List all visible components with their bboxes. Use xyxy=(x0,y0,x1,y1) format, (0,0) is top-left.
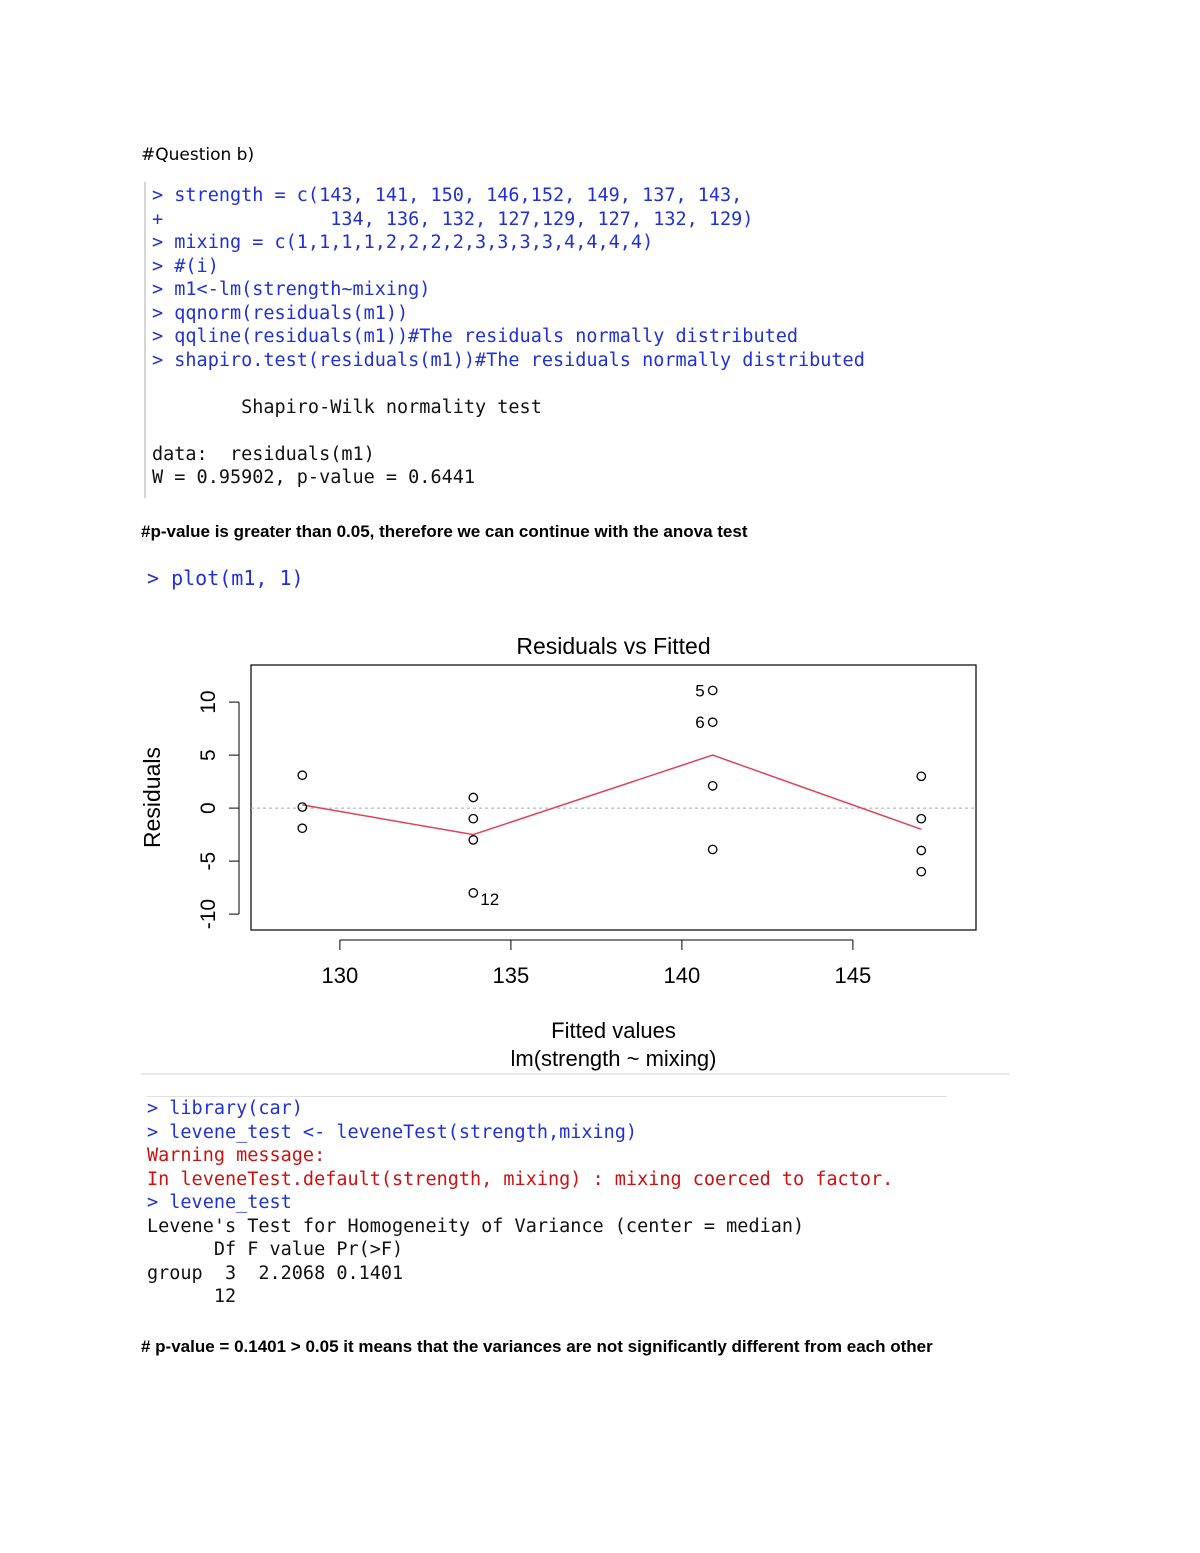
console-line: Df F value Pr(>F) xyxy=(147,1239,404,1260)
console-line: Warning message: xyxy=(147,1145,326,1166)
console-line: + 134, 136, 132, 127,129, 127, 132, 129) xyxy=(152,208,754,230)
console-line: 12 xyxy=(147,1286,237,1307)
console-line: In leveneTest.default(strength, mixing) : mixing coerced to factor. xyxy=(147,1168,894,1190)
console-line xyxy=(152,419,865,443)
point-label: 12 xyxy=(480,889,500,909)
y-tick-label: 0 xyxy=(197,802,220,814)
console-line: > qqnorm(residuals(m1)) xyxy=(152,302,409,324)
point-label: 6 xyxy=(695,713,705,733)
console-line: Levene's Test for Homogeneity of Variance (center = median) xyxy=(147,1215,805,1237)
console-line: group 3 2.2068 0.1401 xyxy=(147,1262,404,1284)
console-line: > #(i) xyxy=(152,255,219,277)
x-tick-label: 140 xyxy=(663,963,701,988)
data-point xyxy=(298,803,306,811)
note-p-value-anova: #p-value is greater than 0.05, therefore we can continue with the anova test xyxy=(141,522,748,541)
divider xyxy=(141,1073,1009,1075)
data-point xyxy=(469,793,477,801)
console-left-border xyxy=(144,182,146,498)
console-output-shapiro xyxy=(152,184,865,490)
chart-subtitle: lm(strength ~ mixing) xyxy=(510,1046,717,1071)
console-output-levene xyxy=(147,1097,893,1309)
console-line: data: residuals(m1) xyxy=(152,443,375,465)
console-line xyxy=(152,372,865,396)
data-point xyxy=(708,686,716,694)
data-point xyxy=(469,836,477,844)
data-point xyxy=(469,815,477,823)
y-tick-label: 5 xyxy=(197,749,220,761)
y-tick-label: -10 xyxy=(197,898,220,930)
data-point xyxy=(298,824,306,832)
data-point xyxy=(469,889,477,897)
data-point xyxy=(917,868,925,876)
console-line: Shapiro-Wilk normality test xyxy=(152,396,542,418)
console-line: W = 0.95902, p-value = 0.6441 xyxy=(152,467,476,488)
console-line: > m1<-lm(strength~mixing) xyxy=(152,279,431,300)
y-tick-label: -5 xyxy=(197,851,220,871)
data-point xyxy=(917,815,925,823)
plot-frame xyxy=(251,665,976,930)
x-tick-label: 145 xyxy=(834,963,872,988)
smoother-line xyxy=(302,755,921,835)
console-line: > strength = c(143, 141, 150, 146,152, 149, 137, 143, xyxy=(152,185,743,206)
question-heading: #Question b) xyxy=(141,145,255,165)
console-line: > mixing = c(1,1,1,1,2,2,2,2,3,3,3,3,4,4,4,4) xyxy=(152,232,654,253)
y-tick-label: 10 xyxy=(197,690,220,714)
x-tick-label: 130 xyxy=(321,963,359,988)
x-tick-label: 135 xyxy=(492,963,530,988)
point-label: 5 xyxy=(695,681,705,701)
console-line: > qqline(residuals(m1))#The residuals normally distributed xyxy=(152,326,799,347)
x-axis-label: Fitted values xyxy=(551,1018,676,1043)
note-levene-conclusion: # p-value = 0.1401 > 0.05 it means that the variances are not significantly different from each other xyxy=(141,1337,933,1356)
data-point xyxy=(917,846,925,854)
data-point xyxy=(917,772,925,780)
console-line: > levene_test <- leveneTest(strength,mixing) xyxy=(147,1121,638,1143)
y-axis-label: Residuals xyxy=(139,747,165,848)
data-point xyxy=(708,718,716,726)
chart-title: Residuals vs Fitted xyxy=(516,633,711,659)
plot-command: > plot(m1, 1) xyxy=(147,566,304,590)
console-line: > library(car) xyxy=(147,1098,303,1119)
data-point xyxy=(708,782,716,790)
console-line: > levene_test xyxy=(147,1192,292,1213)
console-line: > shapiro.test(residuals(m1))#The residuals normally distributed xyxy=(152,349,865,371)
data-point xyxy=(708,845,716,853)
data-point xyxy=(298,771,306,779)
residuals-vs-fitted-chart xyxy=(130,622,1010,1077)
